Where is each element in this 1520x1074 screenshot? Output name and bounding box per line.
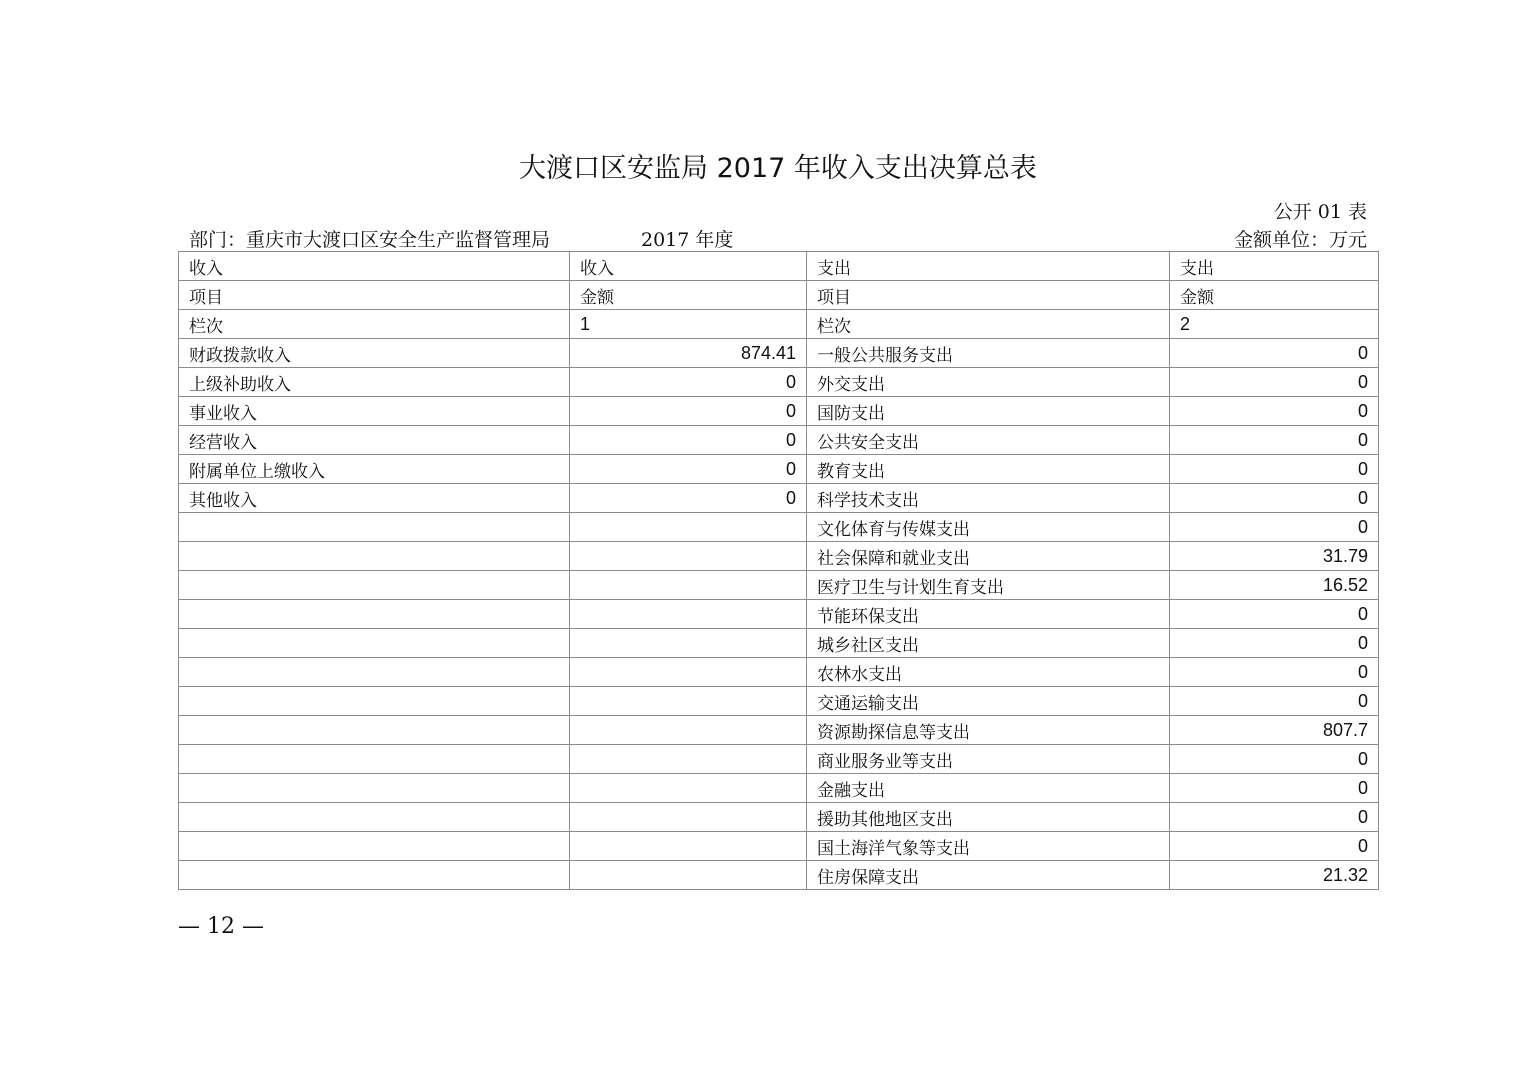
item-cell: 国防支出: [807, 397, 1170, 426]
table-header-row: [179, 310, 1379, 339]
amount-cell: 0: [1170, 774, 1379, 803]
item-cell: 教育支出: [807, 455, 1170, 484]
amount-cell: 0: [1170, 629, 1379, 658]
amount-cell: 874.41: [570, 339, 807, 368]
page-number: — 12 —: [178, 914, 264, 939]
item-cell: [179, 687, 570, 716]
amount-cell: 0: [570, 426, 807, 455]
table-header-cell: 1: [570, 310, 807, 339]
budget-table-body: [179, 252, 1379, 890]
item-cell: 城乡社区支出: [807, 629, 1170, 658]
item-cell: [179, 716, 570, 745]
table-header-row: [179, 281, 1379, 310]
table-header-cell: 栏次: [807, 310, 1170, 339]
amount-cell: 0: [1170, 803, 1379, 832]
amount-cell: 0: [1170, 368, 1379, 397]
table-header-cell: 支出: [807, 252, 1170, 281]
amount-cell: 0: [1170, 484, 1379, 513]
amount-cell: 0: [1170, 455, 1379, 484]
item-cell: [179, 861, 570, 890]
table-row: [179, 426, 1379, 455]
item-cell: [179, 513, 570, 542]
table-row: [179, 484, 1379, 513]
amount-cell: 0: [1170, 658, 1379, 687]
table-header-cell: 收入: [570, 252, 807, 281]
table-row: [179, 455, 1379, 484]
amount-cell: 0: [1170, 397, 1379, 426]
item-cell: [179, 571, 570, 600]
item-cell: 附属单位上缴收入: [179, 455, 570, 484]
item-cell: 科学技术支出: [807, 484, 1170, 513]
amount-cell: [570, 513, 807, 542]
item-cell: [179, 774, 570, 803]
amount-cell: [570, 861, 807, 890]
table-row: [179, 658, 1379, 687]
item-cell: 医疗卫生与计划生育支出: [807, 571, 1170, 600]
amount-cell: 0: [570, 397, 807, 426]
amount-cell: 0: [1170, 687, 1379, 716]
table-header-cell: 项目: [179, 281, 570, 310]
amount-cell: 0: [570, 455, 807, 484]
item-cell: 一般公共服务支出: [807, 339, 1170, 368]
amount-cell: 0: [1170, 745, 1379, 774]
item-cell: 财政拨款收入: [179, 339, 570, 368]
item-cell: 住房保障支出: [807, 861, 1170, 890]
amount-cell: [570, 600, 807, 629]
amount-cell: 21.32: [1170, 861, 1379, 890]
item-cell: 外交支出: [807, 368, 1170, 397]
item-cell: 商业服务业等支出: [807, 745, 1170, 774]
table-row: [179, 832, 1379, 861]
table-row: [179, 397, 1379, 426]
fiscal-year: 2017 年度: [641, 229, 734, 251]
item-cell: [179, 832, 570, 861]
item-cell: 资源勘探信息等支出: [807, 716, 1170, 745]
table-row: [179, 745, 1379, 774]
item-cell: 其他收入: [179, 484, 570, 513]
table-header-cell: 金额: [570, 281, 807, 310]
amount-cell: [570, 832, 807, 861]
table-header-cell: 支出: [1170, 252, 1379, 281]
table-row: [179, 368, 1379, 397]
table-row: [179, 774, 1379, 803]
item-cell: 事业收入: [179, 397, 570, 426]
amount-cell: [570, 716, 807, 745]
item-cell: [179, 745, 570, 774]
amount-cell: 31.79: [1170, 542, 1379, 571]
amount-cell: [570, 629, 807, 658]
amount-cell: 0: [1170, 339, 1379, 368]
amount-cell: [570, 658, 807, 687]
amount-cell: 0: [570, 484, 807, 513]
table-header-cell: 金额: [1170, 281, 1379, 310]
item-cell: 经营收入: [179, 426, 570, 455]
page-title: 大渡口区安监局 2017 年收入支出决算总表: [519, 153, 1037, 184]
item-cell: 文化体育与传媒支出: [807, 513, 1170, 542]
table-header-cell: 2: [1170, 310, 1379, 339]
amount-cell: [570, 745, 807, 774]
item-cell: 上级补助收入: [179, 368, 570, 397]
item-cell: 金融支出: [807, 774, 1170, 803]
table-row: [179, 629, 1379, 658]
department-label: 部门：重庆市大渡口区安全生产监督管理局: [189, 229, 551, 251]
table-row: [179, 803, 1379, 832]
item-cell: [179, 600, 570, 629]
amount-cell: 0: [1170, 513, 1379, 542]
table-row: [179, 861, 1379, 890]
table-header-cell: 项目: [807, 281, 1170, 310]
amount-cell: 16.52: [1170, 571, 1379, 600]
item-cell: 援助其他地区支出: [807, 803, 1170, 832]
table-row: [179, 513, 1379, 542]
item-cell: [179, 658, 570, 687]
amount-cell: [570, 571, 807, 600]
item-cell: [179, 803, 570, 832]
item-cell: 社会保障和就业支出: [807, 542, 1170, 571]
form-number: 公开 01 表: [1273, 201, 1367, 223]
amount-cell: 0: [570, 368, 807, 397]
amount-cell: [570, 803, 807, 832]
amount-cell: 0: [1170, 426, 1379, 455]
table-row: [179, 339, 1379, 368]
item-cell: 农林水支出: [807, 658, 1170, 687]
item-cell: 国土海洋气象等支出: [807, 832, 1170, 861]
table-header-cell: 栏次: [179, 310, 570, 339]
budget-table: [178, 251, 1379, 890]
item-cell: [179, 629, 570, 658]
item-cell: 交通运输支出: [807, 687, 1170, 716]
amount-cell: 0: [1170, 600, 1379, 629]
table-row: [179, 716, 1379, 745]
table-header-row: [179, 252, 1379, 281]
table-row: [179, 542, 1379, 571]
table-row: [179, 600, 1379, 629]
amount-cell: [570, 542, 807, 571]
amount-cell: 807.7: [1170, 716, 1379, 745]
table-header-cell: 收入: [179, 252, 570, 281]
table-row: [179, 687, 1379, 716]
amount-cell: 0: [1170, 832, 1379, 861]
amount-cell: [570, 774, 807, 803]
item-cell: 节能环保支出: [807, 600, 1170, 629]
amount-cell: [570, 687, 807, 716]
amount-unit: 金额单位：万元: [1233, 229, 1367, 251]
item-cell: 公共安全支出: [807, 426, 1170, 455]
item-cell: [179, 542, 570, 571]
table-row: [179, 571, 1379, 600]
